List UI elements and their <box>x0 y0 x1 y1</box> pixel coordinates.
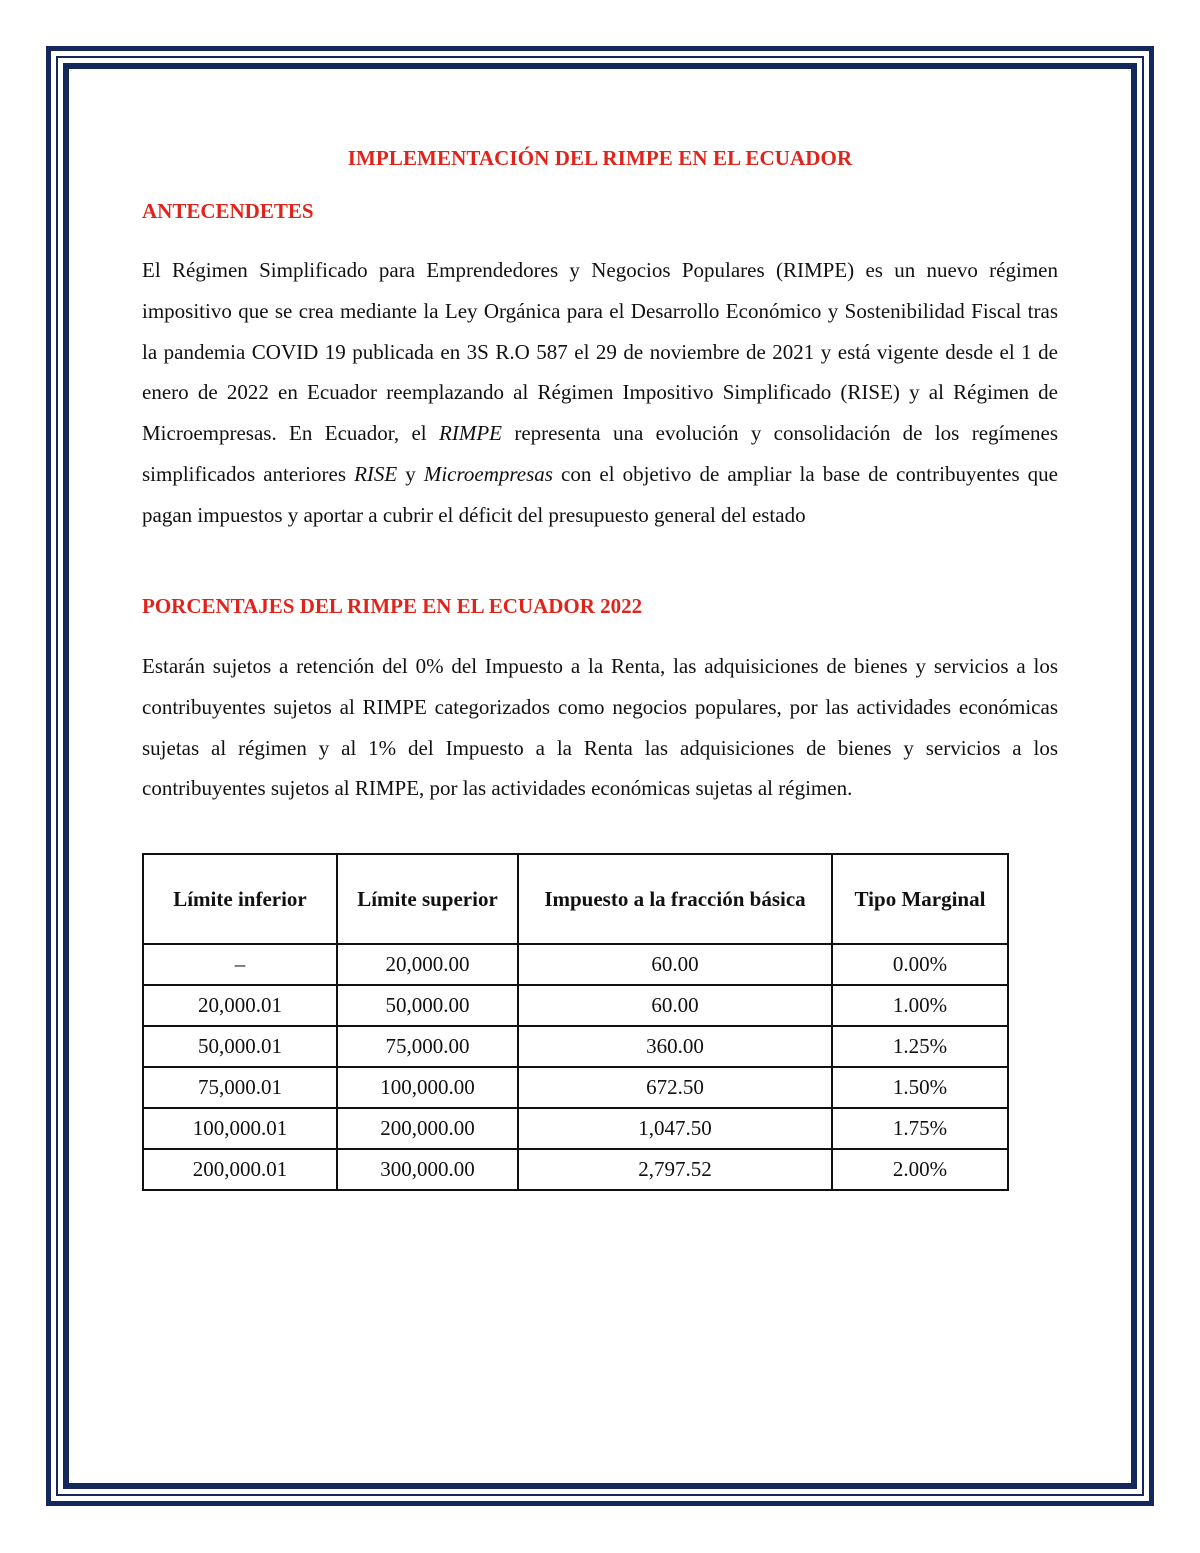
cell-limite-superior: 100,000.00 <box>337 1067 518 1108</box>
cell-limite-inferior: 100,000.01 <box>143 1108 337 1149</box>
cell-limite-superior: 20,000.00 <box>337 944 518 985</box>
cell-limite-superior: 200,000.00 <box>337 1108 518 1149</box>
table-row <box>143 944 1008 985</box>
emphasis-rimpe: RIMPE <box>439 421 502 446</box>
cell-limite-inferior: 20,000.01 <box>143 985 337 1026</box>
section-heading-antecedentes: ANTECENDETES <box>142 199 314 223</box>
header-limite-inferior: Límite inferior <box>143 854 337 944</box>
cell-limite-superior: 50,000.00 <box>337 985 518 1026</box>
cell-limite-inferior: 50,000.01 <box>143 1026 337 1067</box>
cell-tipo-marginal: 0.00% <box>832 944 1008 985</box>
table-row <box>143 1026 1008 1067</box>
cell-limite-superior: 300,000.00 <box>337 1149 518 1190</box>
cell-impuesto-fraccion: 360.00 <box>518 1026 832 1067</box>
header-limite-superior: Límite superior <box>337 854 518 944</box>
cell-impuesto-fraccion: 2,797.52 <box>518 1149 832 1190</box>
emphasis-rise: RISE <box>354 461 398 486</box>
document-title: IMPLEMENTACIÓN DEL RIMPE EN EL ECUADOR <box>347 146 853 170</box>
cell-limite-inferior: – <box>143 944 337 985</box>
table-row <box>143 985 1008 1026</box>
cell-limite-superior: 75,000.00 <box>337 1026 518 1067</box>
antecedentes-paragraph <box>142 250 1058 536</box>
cell-impuesto-fraccion: 1,047.50 <box>518 1108 832 1149</box>
paragraph-text: con el objetivo de ampliar la base de contribuyentes que pagan impuestos y aportar a cubrir el déficit del presupuesto general del estado <box>142 461 1058 527</box>
header-impuesto-fraccion: Impuesto a la fracción básica <box>518 854 832 944</box>
cell-impuesto-fraccion: 672.50 <box>518 1067 832 1108</box>
cell-impuesto-fraccion: 60.00 <box>518 944 832 985</box>
header-tipo-marginal: Tipo Marginal <box>832 854 1008 944</box>
rimpe-rates-table <box>142 853 1009 1191</box>
section-heading-porcentajes: PORCENTAJES DEL RIMPE EN EL ECUADOR 2022 <box>142 594 643 618</box>
paragraph-text: y <box>397 461 424 486</box>
paragraph-text: representa una evolución y consolidación de los regímenes simplificados anteriores <box>142 421 1059 486</box>
porcentajes-paragraph: Estarán sujetos a retención del 0% del Impuesto a la Renta, las adquisiciones de bienes y servicios a los contribuyentes sujetos al RIMPE categorizados como negocios populares, por las actividades económicas sujetas al régimen y al 1% del Impuesto a la Renta las adquisiciones de bienes y servicios a los contribuyentes sujetos al RIMPE, por las actividades económicas sujetas al régimen. <box>142 654 1058 801</box>
cell-tipo-marginal: 1.50% <box>832 1067 1008 1108</box>
table-row <box>143 1067 1008 1108</box>
cell-tipo-marginal: 1.25% <box>832 1026 1008 1067</box>
cell-impuesto-fraccion: 60.00 <box>518 985 832 1026</box>
table-row <box>143 1149 1008 1190</box>
table-row <box>143 1108 1008 1149</box>
emphasis-microempresas: Microempresas <box>423 461 553 486</box>
paragraph-text: El Régimen Simplificado para Emprendedores y Negocios Populares (RIMPE) es un nuevo régimen impositivo que se crea mediante la Ley Orgánica para el Desarrollo Económico y Sostenibilidad Fiscal tras la pandemia COVID 19 publicada en 3S R.O 587 el 29 de noviembre de 2021 y está vigente desde el 1 de enero de 2022 en Ecuador reemplazando al Régimen Impositivo Simplificado (RISE) y al Régimen de Microempresas. En Ecuador, el <box>142 258 1058 446</box>
cell-tipo-marginal: 2.00% <box>832 1149 1008 1190</box>
cell-tipo-marginal: 1.75% <box>832 1108 1008 1149</box>
cell-limite-inferior: 75,000.01 <box>143 1067 337 1108</box>
cell-limite-inferior: 200,000.01 <box>143 1149 337 1190</box>
table-header-row <box>143 854 1008 944</box>
cell-tipo-marginal: 1.00% <box>832 985 1008 1026</box>
